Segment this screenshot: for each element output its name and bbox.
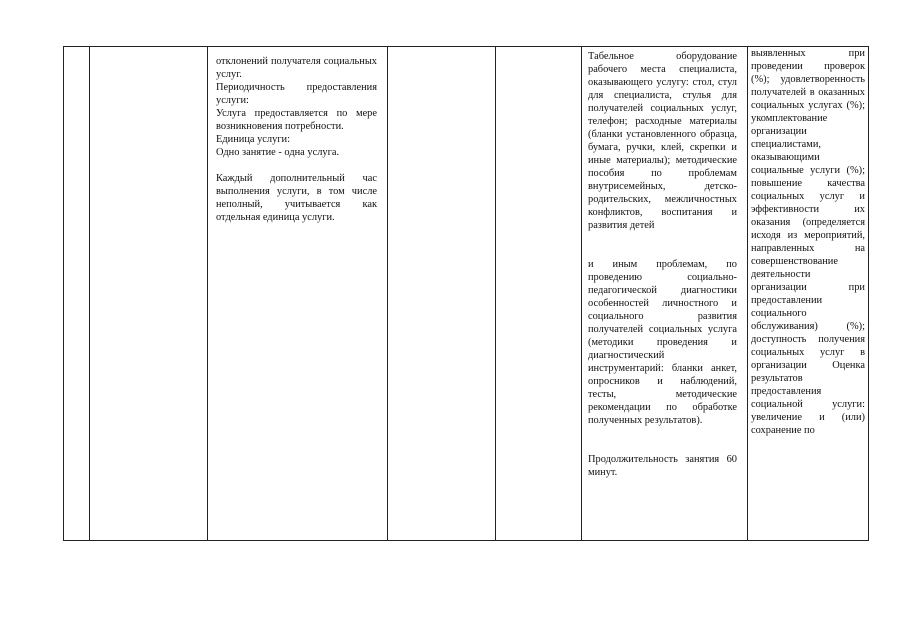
- services-table: [63, 46, 869, 541]
- evaluation-text: выявленных при проведении проверок (%); удовлетворенность получателей в оказанных социальных услугах (%); укомплектование организации специалистами, оказывающими социальные услуги (%); повышение качества социальных услуг и эффективности их оказания (определяется исходя из мероприятий, направленных на совершенствование деятельности организации при предоставлении социального обслуживания) (%); доступность получения социальных услуг в организации Оценка результатов предоставления социальной услуги: увеличение и (или) сохранение по: [751, 48, 865, 436]
- table-row: [64, 47, 869, 541]
- description-line: Периодичность предоставления услуги:: [216, 82, 377, 106]
- cell-timeframe: [388, 47, 496, 541]
- conditions-methods: и иным проблемам, по проведению социально-педагогической диагностики особенностей личностного и социального развития получателей социальных услуга (методики проведения и диагностический инструментарий: бланки анкет, опросников и наблюдений, тесты, методические рекомендации по обработке полученных результатов).: [588, 259, 737, 426]
- description-line: Одно занятие - одна услуга.: [216, 147, 340, 158]
- conditions-duration: Продолжительность занятия 60 минут.: [588, 454, 737, 478]
- description-line: Единица услуги:: [216, 134, 290, 145]
- cell-conditions: [582, 47, 748, 541]
- cell-number: [64, 47, 90, 541]
- description-line: отклонений получателя социальных услуг.: [216, 56, 377, 80]
- description-line: Услуга предоставляется по мере возникновения потребности.: [216, 108, 377, 132]
- cell-service-description: [208, 47, 388, 541]
- cell-evaluation: [748, 47, 869, 541]
- conditions-equipment: Табельное оборудование рабочего места специалиста, оказывающего услугу: стол, стул для специалиста, стулья для получателей социальных услуг, телефон; расходные материалы (бланки установленного образца, бумага, ручки, клей, скрепки и иные материалы); методические пособия по проблемам внутрисемейных, детско-родительских, межличностных конфликтов, воспитания и развития детей: [588, 51, 737, 231]
- cell-service-name: [90, 47, 208, 541]
- description-line: Каждый дополнительный час выполнения услуги, в том числе неполный, учитывается как отдельная единица услуги.: [216, 173, 377, 223]
- cell-cost: [496, 47, 582, 541]
